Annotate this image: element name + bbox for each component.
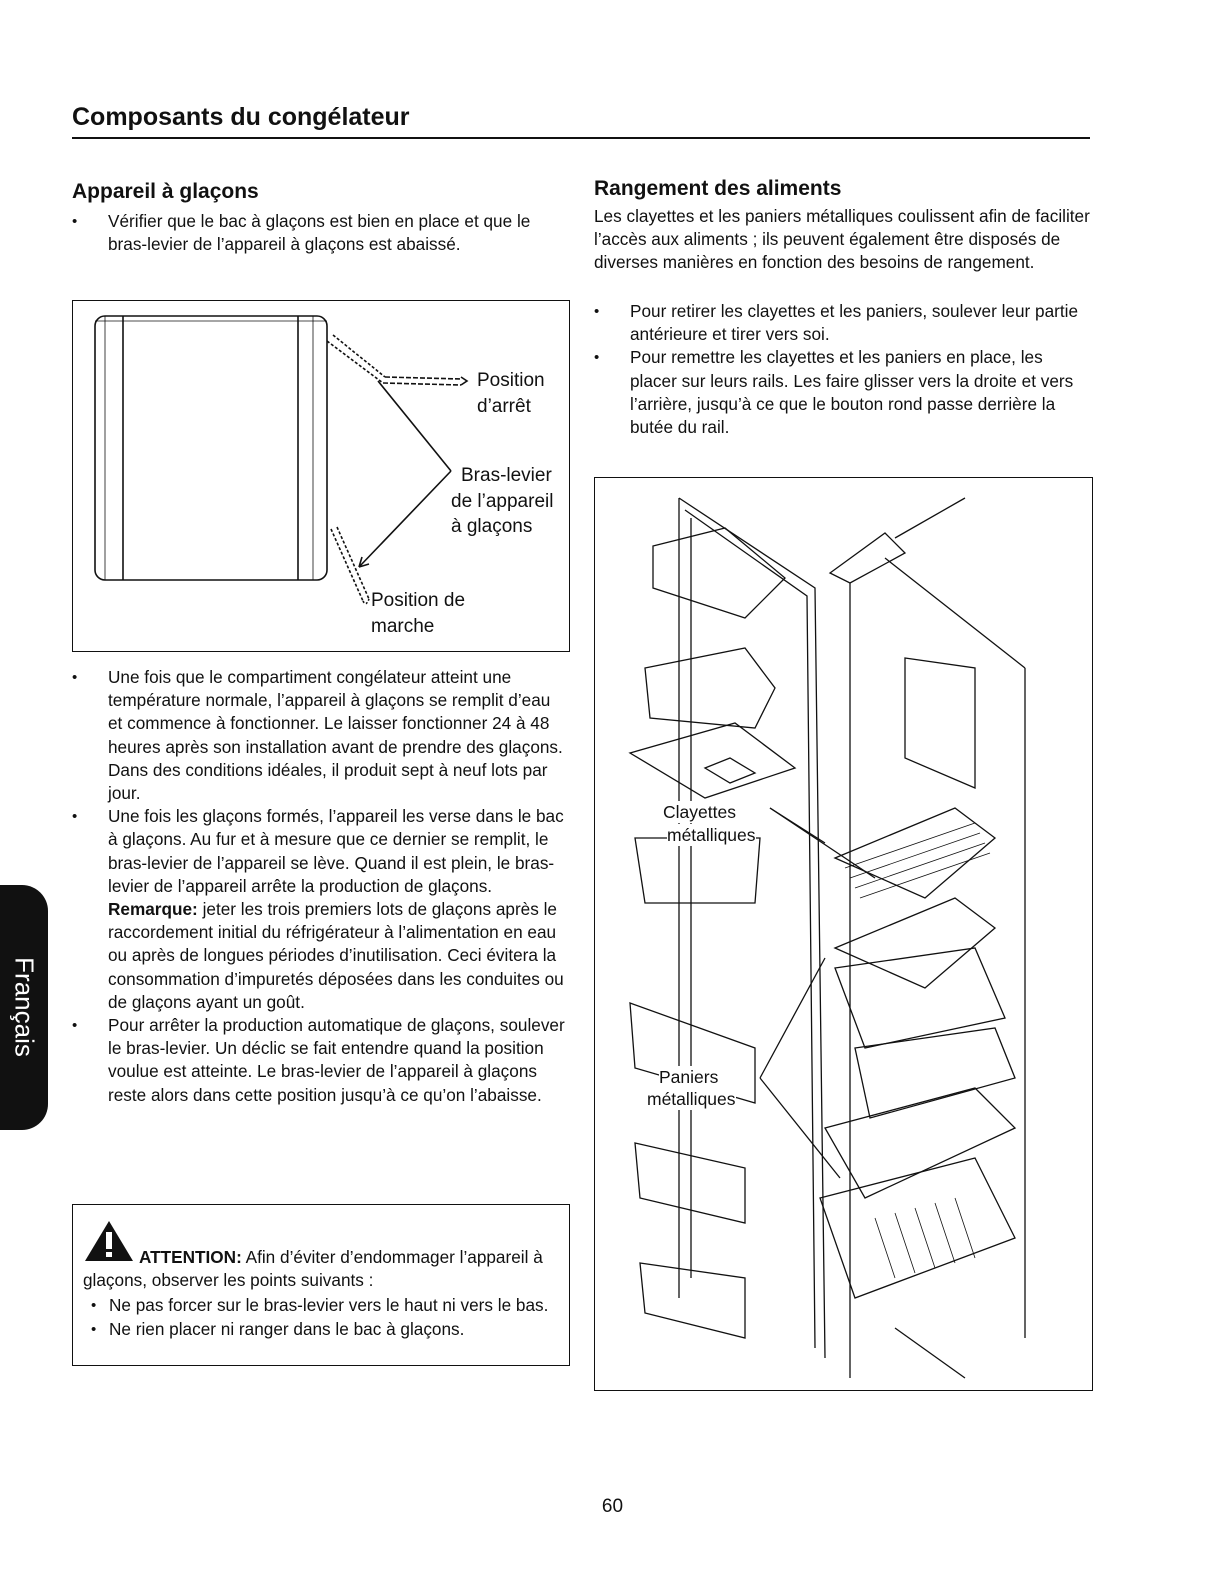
ice-maker-bullet-2: Une fois les glaçons formés, l’appareil les verse dans le bac à glaçons. Au fur et à mesure que ce dernier se remplit, le bras-levier de l’appareil se lève. Quand il est plein, le bras-levier de l’appareil arrête la production de glaçons.: [108, 806, 564, 896]
ice-maker-bullet-3: Pour arrêter la production automatique de glaçons, soulever le bras-levier. Un déclic se fait entendre quand la position voulue est atteinte. Le bras-levier de l’appareil à glaçons reste alors dans cette position jusqu’à ce qu’on l’abaisse.: [108, 1015, 565, 1105]
storage-intro: Les clayettes et les paniers métalliques coulissent afin de faciliter l’accès aux aliments ; ils peuvent également être disposés de diverses manières en fonction des besoins de rangement.: [594, 206, 1090, 273]
storage-bullet-1: Pour retirer les clayettes et les paniers, soulever leur partie antérieure et tirer vers soi.: [630, 301, 1079, 345]
ice-maker-bullet-1: Une fois que le compartiment congélateur atteint une température normale, l’appareil à glaçons se remplit d’eau et commence à fonctionner. Le laisser fonctionner 24 à 48 heures après son installation avant de prendre des glaçons. Dans des conditions idéales, il produit sept à neuf lots par jour.: [108, 667, 563, 804]
label-off-position-2: d’arrêt: [477, 396, 531, 417]
list-item: [91, 1294, 559, 1317]
language-tab-label: Français: [9, 957, 40, 1057]
label-shelves-2: métalliques: [667, 825, 756, 845]
label-baskets-1: Paniers: [659, 1067, 719, 1087]
attention-list: [83, 1294, 559, 1340]
storage-figure: [594, 477, 1093, 1391]
ice-maker-bullets: [72, 666, 568, 1107]
label-arm-1: Bras-levier: [461, 465, 552, 486]
storage-heading: Rangement des aliments: [594, 177, 842, 200]
warning-icon: [83, 1219, 135, 1269]
ice-maker-figure: [72, 300, 570, 652]
title-divider: [72, 137, 1090, 139]
list-item: [72, 805, 568, 1014]
remark-label: Remarque:: [108, 899, 198, 920]
label-arm-2: de l’appareil: [451, 491, 554, 512]
attention-text: Afin d’éviter d’endommager l’appareil à glaçons, observer les points suivants :: [83, 1247, 543, 1291]
label-shelves-1: Clayettes: [663, 802, 736, 822]
list-item: [72, 1014, 568, 1107]
label-baskets-2: métalliques: [647, 1089, 736, 1109]
attention-box: [72, 1204, 570, 1366]
list-item: [72, 666, 568, 805]
storage-bullets: [594, 300, 1094, 439]
label-on-position-1: Position de: [371, 590, 466, 611]
freezer-diagram: [595, 478, 1092, 1390]
attention-paragraph: [83, 1219, 559, 1292]
ice-maker-intro: Vérifier que le bac à glaçons est bien en place et que le bras-levier de l’appareil à glaçons est abaissé.: [108, 211, 531, 255]
list-item: [72, 210, 552, 256]
language-tab: [0, 885, 48, 1130]
ice-maker-intro-list: [72, 210, 552, 256]
list-item: [594, 346, 1094, 439]
ice-maker-heading: Appareil à glaçons: [72, 180, 259, 203]
page-title: Composants du congélateur: [72, 103, 410, 131]
list-item: [594, 300, 1094, 346]
page-number: 60: [601, 1496, 624, 1517]
label-off-position-1: Position: [477, 370, 545, 391]
list-item: [91, 1318, 559, 1341]
label-on-position-2: marche: [371, 616, 435, 637]
attention-label: ATTENTION:: [139, 1247, 242, 1267]
storage-bullet-2: Pour remettre les clayettes et les paniers en place, les placer sur leurs rails. Les faire glisser vers la droite et vers l’arrière, jusqu’à ce que le bouton rond passe derrière la butée du rail.: [630, 347, 1074, 438]
remark-text: jeter les trois premiers lots de glaçons après le raccordement initial du réfrigérateur à l’alimentation en eau ou après de longues périodes d’inutilisation. Ceci évitera la consommation d’impuretés déposées dans les conduites ou de glaçons ayant un goût.: [108, 899, 564, 1012]
attention-item-1: Ne pas forcer sur le bras-levier vers le haut ni vers le bas.: [109, 1295, 549, 1316]
label-arm-3: à glaçons: [451, 516, 533, 537]
attention-item-2: Ne rien placer ni ranger dans le bac à glaçons.: [109, 1318, 465, 1339]
